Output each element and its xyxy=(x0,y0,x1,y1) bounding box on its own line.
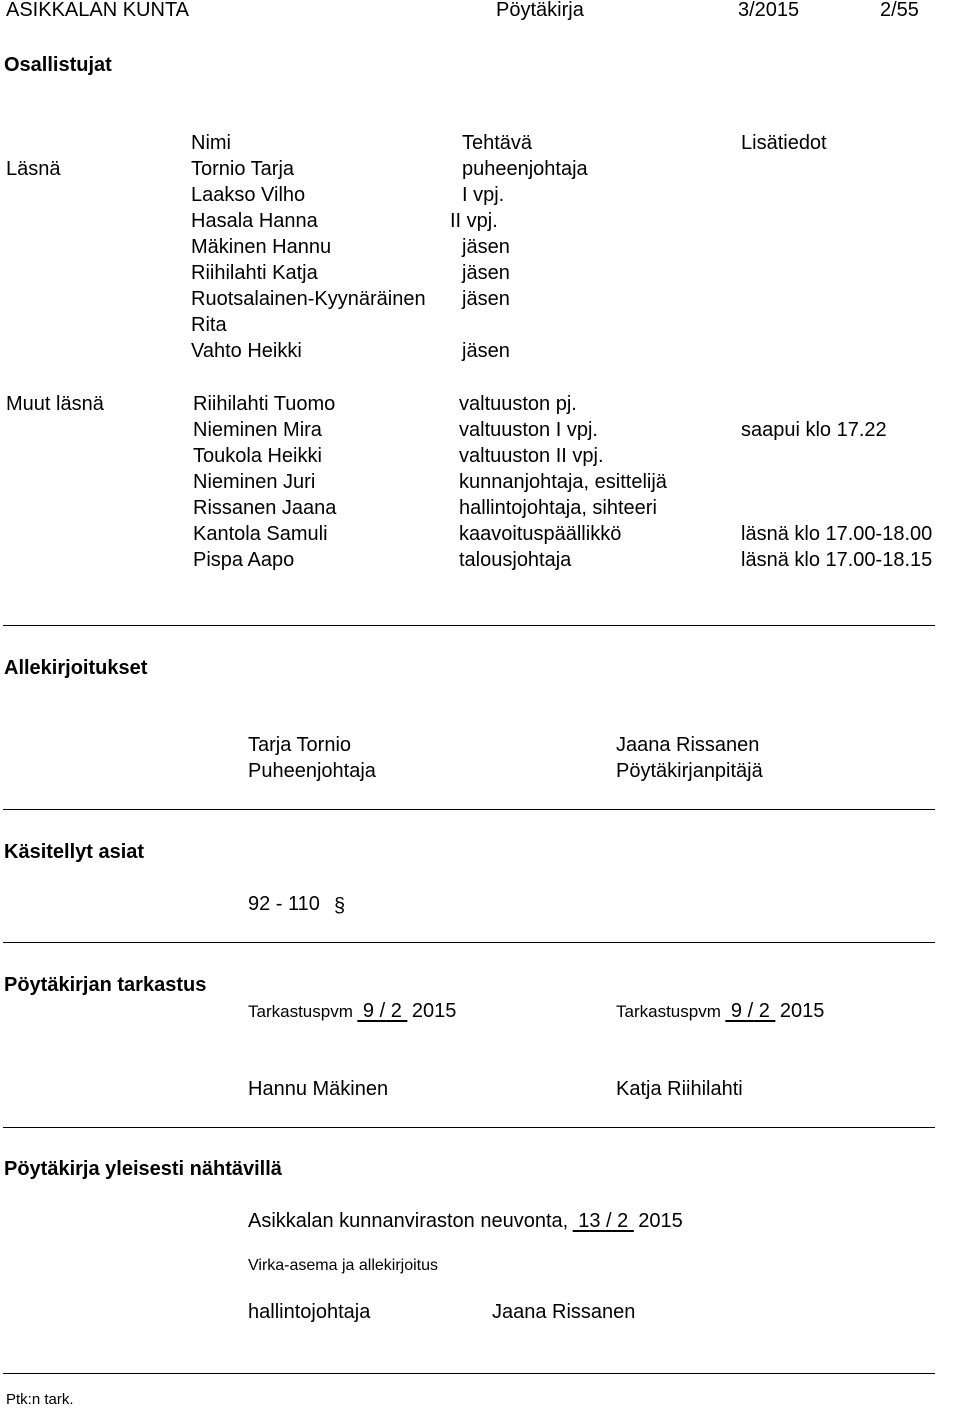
present-role: jäsen xyxy=(462,340,510,362)
present-name: Mäkinen Hannu xyxy=(191,236,332,258)
present-name: Ruotsalainen-Kyynäräinen xyxy=(191,288,426,310)
present-name: Tornio Tarja xyxy=(191,158,295,180)
present-label: Läsnä xyxy=(6,158,61,180)
other-info: saapui klo 17.22 xyxy=(741,419,887,441)
present-role: II vpj. xyxy=(450,210,498,232)
signer-role: hallintojohtaja xyxy=(248,1301,371,1323)
other-name: Kantola Samuli xyxy=(193,523,328,545)
other-name: Rissanen Jaana xyxy=(193,497,337,519)
other-name: Nieminen Juri xyxy=(193,471,316,493)
present-role: jäsen xyxy=(462,236,510,258)
other-role: talousjohtaja xyxy=(459,549,572,571)
section-symbol: § xyxy=(334,895,346,917)
other-role: valtuuston I vpj. xyxy=(459,419,598,441)
other-role: valtuuston II vpj. xyxy=(459,445,604,467)
review-title: Pöytäkirjan tarkastus xyxy=(4,974,207,996)
date-separator: / xyxy=(606,1210,612,1232)
signatures-title: Allekirjoitukset xyxy=(4,657,148,679)
other-name: Pispa Aapo xyxy=(193,549,295,571)
public-day: 13 xyxy=(572,1210,607,1232)
reviewer-right-name: Katja Riihilahti xyxy=(616,1078,743,1100)
other-role: kaavoituspäällikkö xyxy=(459,523,622,545)
date-separator: / xyxy=(379,1000,386,1022)
secretary-name: Jaana Rissanen xyxy=(616,734,760,756)
present-name: Vahto Heikki xyxy=(191,340,302,362)
signer-name: Jaana Rissanen xyxy=(492,1301,636,1323)
public-year: 2015 xyxy=(638,1210,683,1232)
secretary-role: Pöytäkirjanpitäjä xyxy=(616,760,763,782)
other-role: valtuuston pj. xyxy=(459,393,577,415)
doc-number: 3/2015 xyxy=(738,0,800,21)
review-date-label: Tarkastuspvm xyxy=(248,1002,353,1021)
other-name: Nieminen Mira xyxy=(193,419,322,441)
present-name: Rita xyxy=(191,314,227,336)
participants-title: Osallistujat xyxy=(4,54,112,76)
present-name: Laakso Vilho xyxy=(191,184,306,206)
other-role: hallintojohtaja, sihteeri xyxy=(459,497,657,519)
other-role: kunnanjohtaja, esittelijä xyxy=(459,471,667,493)
chair-role: Puheenjohtaja xyxy=(248,760,376,782)
chair-name: Tarja Tornio xyxy=(248,734,352,756)
items-title: Käsitellyt asiat xyxy=(4,841,145,863)
col-header-info: Lisätiedot xyxy=(741,132,827,154)
others-label: Muut läsnä xyxy=(6,393,104,415)
other-info: läsnä klo 17.00-18.00 xyxy=(741,523,933,545)
review-date-right xyxy=(616,999,824,1023)
reviewer-left-name: Hannu Mäkinen xyxy=(248,1078,389,1100)
review-year: 2015 xyxy=(411,1000,457,1022)
org-name: ASIKKALAN KUNTA xyxy=(6,0,190,21)
review-month: 2 xyxy=(385,1000,408,1022)
col-header-name: Nimi xyxy=(191,132,231,154)
divider xyxy=(3,942,935,943)
doc-type: Pöytäkirja xyxy=(496,0,584,21)
page-number: 2/55 xyxy=(880,0,919,21)
review-day: 9 xyxy=(725,1000,748,1022)
items-range: 92 - 110 xyxy=(248,893,320,915)
date-separator: / xyxy=(747,1000,754,1022)
review-month: 2 xyxy=(753,1000,776,1022)
present-role: I vpj. xyxy=(462,184,505,206)
present-name: Hasala Hanna xyxy=(191,210,318,232)
public-title: Pöytäkirja yleisesti nähtävillä xyxy=(4,1158,282,1180)
public-place-date xyxy=(248,1209,683,1233)
review-date-left xyxy=(248,999,456,1023)
present-name: Riihilahti Katja xyxy=(191,262,318,284)
other-name: Toukola Heikki xyxy=(193,445,322,467)
other-info: läsnä klo 17.00-18.15 xyxy=(741,549,933,571)
divider xyxy=(3,1127,935,1128)
present-role: puheenjohtaja xyxy=(462,158,588,180)
footer-note: Ptk:n tark. xyxy=(6,1391,74,1408)
review-date-label: Tarkastuspvm xyxy=(616,1002,721,1021)
public-place: Asikkalan kunnanviraston neuvonta, xyxy=(248,1210,569,1232)
divider xyxy=(3,625,935,626)
col-header-role: Tehtävä xyxy=(462,132,533,154)
review-day: 9 xyxy=(357,1000,380,1022)
divider xyxy=(3,809,935,810)
signature-label: Virka-asema ja allekirjoitus xyxy=(248,1257,438,1274)
present-role: jäsen xyxy=(462,262,510,284)
review-year: 2015 xyxy=(779,1000,825,1022)
public-month: 2 xyxy=(611,1210,634,1232)
other-name: Riihilahti Tuomo xyxy=(193,393,336,415)
present-role: jäsen xyxy=(462,288,510,310)
divider xyxy=(3,1373,935,1374)
